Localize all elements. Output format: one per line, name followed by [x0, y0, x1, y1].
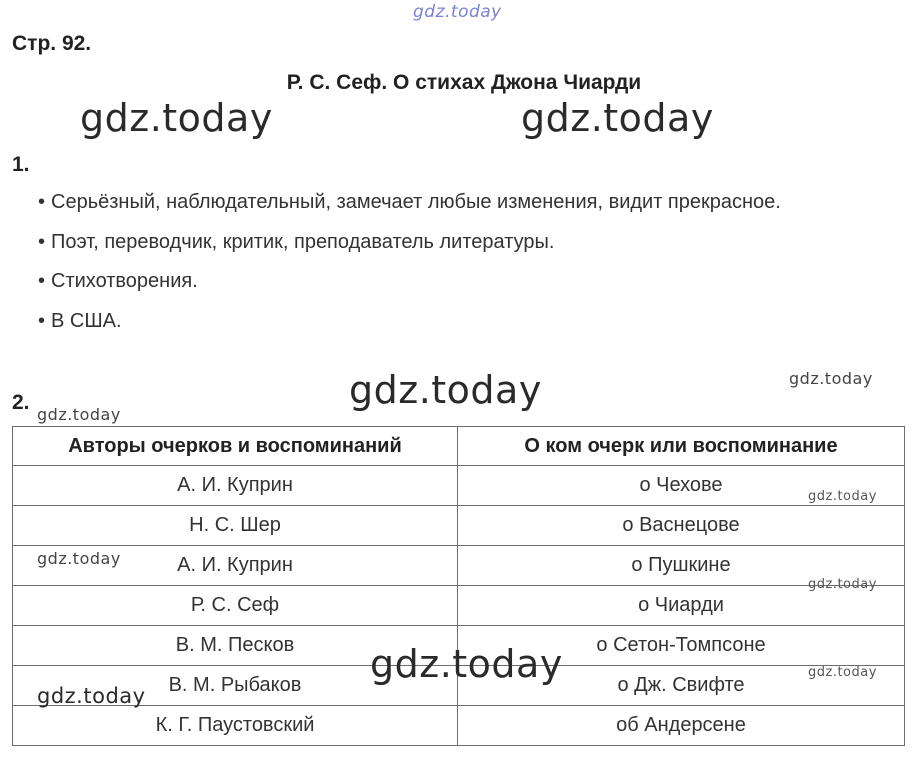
- task-2-number: 2.: [12, 391, 30, 414]
- task-1-bullet: • В США.: [38, 310, 122, 333]
- table-row: [13, 546, 905, 586]
- table-row: [13, 466, 905, 506]
- watermark-big-right: gdz.today: [521, 96, 714, 140]
- task-1-bullet: • Серьёзный, наблюдательный, замечает любые изменения, видит прекрасное.: [38, 191, 781, 214]
- watermark-tiny: gdz.today: [808, 665, 877, 680]
- watermark-medium-left: gdz.today: [37, 684, 146, 708]
- task-1-bullet: • Поэт, переводчик, критик, преподаватель литературы.: [38, 231, 554, 254]
- table-row: [13, 706, 905, 746]
- watermark-small-left: gdz.today: [37, 405, 121, 424]
- table-row: [13, 506, 905, 546]
- watermark-big-left: gdz.today: [80, 96, 273, 140]
- watermark-big-center: gdz.today: [349, 368, 542, 412]
- page-title: Р. С. Сеф. О стихах Джона Чиарди: [286, 71, 642, 94]
- table-cell-author: К. Г. Паустовский: [13, 706, 458, 746]
- table-cell-author: В. М. Песков: [13, 626, 458, 666]
- table-cell-subject: об Андерсене: [458, 706, 905, 746]
- table-cell-subject: о Пушкине: [458, 546, 905, 586]
- task-1-bullet: • Стихотворения.: [38, 270, 198, 293]
- authors-table: [12, 426, 905, 746]
- table-cell-author: Н. С. Шер: [13, 506, 458, 546]
- watermark-tiny: gdz.today: [808, 577, 877, 592]
- table-header-row: [13, 427, 905, 466]
- table-cell-subject: о Сетон-Томпсоне: [458, 626, 905, 666]
- table-cell-subject: о Чиарди: [458, 586, 905, 626]
- table-row: [13, 586, 905, 626]
- table-header-subject: О ком очерк или воспоминание: [458, 427, 905, 466]
- table-cell-author: А. И. Куприн: [13, 466, 458, 506]
- table-cell-subject: о Васнецове: [458, 506, 905, 546]
- page-label: Стр. 92.: [12, 32, 92, 55]
- watermark-top: gdz.today: [413, 2, 502, 22]
- watermark-big-bottom: gdz.today: [370, 642, 563, 686]
- table-cell-subject: о Дж. Свифте: [458, 666, 905, 706]
- watermark-tiny: gdz.today: [808, 489, 877, 504]
- table-cell-author: В. М. Рыбаков: [13, 666, 458, 706]
- table-cell-author: Р. С. Сеф: [13, 586, 458, 626]
- watermark-small-right: gdz.today: [789, 369, 873, 388]
- task-1-number: 1.: [12, 153, 30, 176]
- table-header-authors: Авторы очерков и воспоминаний: [13, 427, 458, 466]
- watermark-small-left-2: gdz.today: [37, 549, 121, 568]
- table-cell-subject: о Чехове: [458, 466, 905, 506]
- table-cell-author: А. И. Куприн: [13, 546, 458, 586]
